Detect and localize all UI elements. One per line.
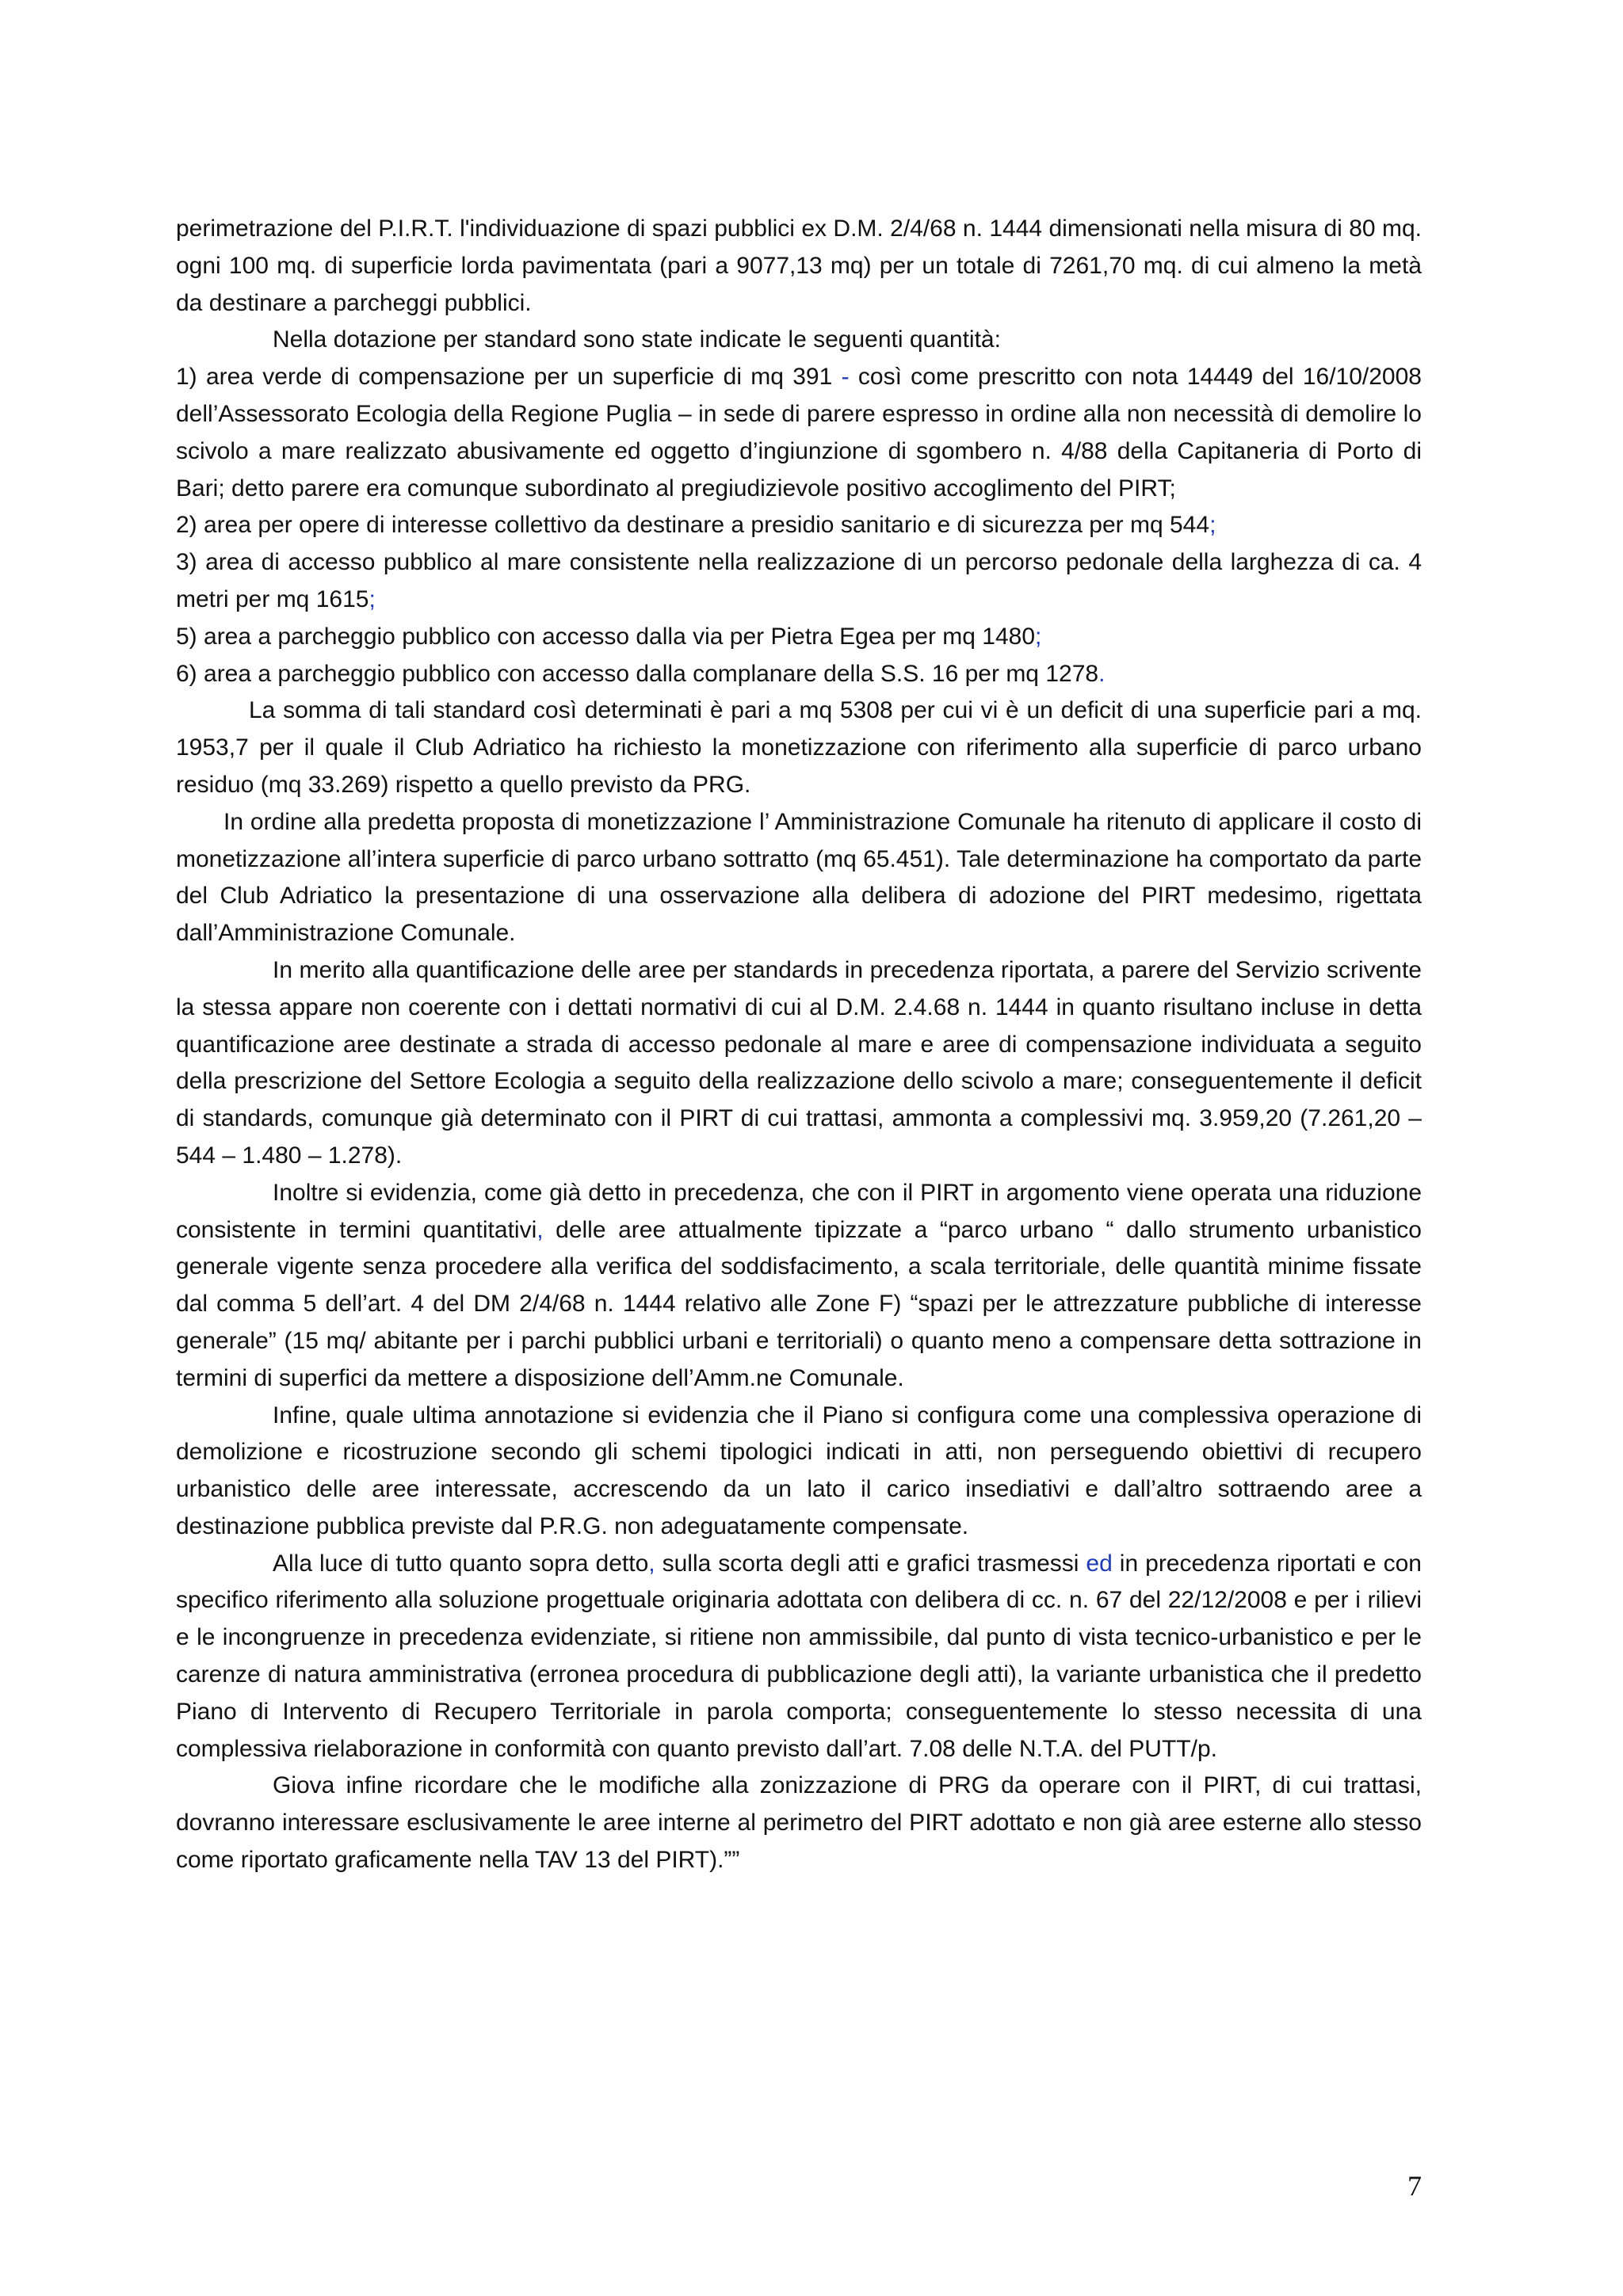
paragraph-text: Inoltre si evidenzia, come già detto in precedenza, che con il PIRT in argomento viene operata una riduzione consistente in termini quantitativi — [176, 1179, 1422, 1243]
paragraph-text: sulla scorta degli atti e grafici trasmessi — [655, 1550, 1086, 1577]
punctuation-mark: , — [648, 1550, 655, 1577]
paragraph-dotazione-standard: Nella dotazione per standard sono state indicate le seguenti quantità: — [273, 326, 1001, 353]
paragraph-text: in precedenza riportati e con specifico riferimento alla soluzione progettuale originaria adottata con delibera di cc. n. 67 del 22/12/2008 e per i rilievi e le incongruenze in precedenza evidenziate, si ritiene non ammissibile, dal punto di vista tecnico-urbanistico e per le carenze di natura amministrativa (erronea procedura di pubblicazione degli atti), la variante urbanistica che il predetto Piano di Intervento di Recupero Territoriale in parola comporta; conseguentemente lo stesso necessita di una complessiva rielaborazione in conformità con quanto previsto dall’art. 7.08 delle N.T.A. del PUTT/p. — [176, 1550, 1422, 1762]
punctuation-mark: ; — [1035, 623, 1042, 650]
paragraph-monetizzazione: In ordine alla predetta proposta di monetizzazione l’ Amministrazione Comunale ha ritenuto di applicare il costo di monetizzazione all’intera superficie di parco urbano sottratto (mq 65.451). Tale determinazione ha comportato da parte del Club Adriatico la presentazione di una osservazione alla delibera di adozione del PIRT medesimo, rigettata dall’Amministrazione Comunale. — [176, 808, 1422, 947]
highlighted-word: ed — [1086, 1550, 1113, 1577]
list-item-parcheggio-pietra-egea — [176, 619, 1422, 656]
dash-mark: - — [841, 364, 850, 391]
paragraph-somma-standard: La somma di tali standard così determinati è pari a mq 5308 per cui vi è un deficit di una superficie pari a mq. 1953,7 per il quale il Club Adriatico ha richiesto la monetizzazione con riferimento alla superficie di parco urbano residuo (mq 33.269) rispetto a quello previsto da PRG. — [176, 697, 1422, 798]
paragraph-quantificazione-aree: In merito alla quantificazione delle aree per standards in precedenza riportata, a parere del Servizio scrivente la stessa appare non coerente con i dettati normativi di cui al D.M. 2.4.68 n. 1444 in quanto risultano incluse in detta quantificazione aree destinate a strada di accesso pedonale al mare e aree di compensazione individuata a seguito della prescrizione del Settore Ecologia a seguito della realizzazione dello scivolo a mare; conseguentemente il deficit di standards, comunque già determinato con il PIRT di cui trattasi, ammonta a complessivi mq. 3.959,20 (7.261,20 – 544 – 1.480 – 1.278). — [176, 956, 1422, 1169]
list-item-area-verde — [176, 359, 1422, 507]
paragraph-zonizzazione: Giova infine ricordare che le modifiche alla zonizzazione di PRG da operare con il PIRT, di cui trattasi, dovranno interessare esclusivamente le aree interne al perimetro del PIRT adottato e non già aree esterne allo stesso come riportato graficamente nella TAV 13 del PIRT).”” — [176, 1772, 1422, 1874]
punctuation-mark: . — [1098, 660, 1106, 687]
list-item-opere-collettive — [176, 507, 1422, 544]
paragraph-conclusione — [176, 1546, 1422, 1768]
punctuation-mark: ; — [1209, 512, 1216, 539]
paragraph-text: Alla luce di tutto quanto sopra detto — [273, 1550, 649, 1577]
paragraph-riduzione-parco — [176, 1175, 1422, 1398]
paragraph-text: delle aree attualmente tipizzate a “parco urbano “ dallo strumento urbanistico generale vigente senza procedere alla verifica del soddisfacimento, a scala territoriale, delle quantità minime fissate dal comma 5 dell’art. 4 del DM 2/4/68 n. 1444 relativo alle Zone F) “spazi per le attrezzature pubbliche di interesse generale” (15 mq/ abitante per i parchi pubblici urbani e territoriali) o quanto meno a compensare detta sottrazione in termini di superfici da mettere a disposizione dell’Amm.ne Comunale. — [176, 1216, 1422, 1391]
document-body — [176, 211, 1422, 1879]
list-item-accesso-mare — [176, 544, 1422, 619]
list-item-text: 1) area verde di compensazione per un superficie di mq 391 — [176, 364, 842, 391]
paragraph-perimetrazione: perimetrazione del P.I.R.T. l'individuazione di spazi pubblici ex D.M. 2/4/68 n. 1444 dimensionati nella misura di 80 mq. ogni 100 mq. di superficie lorda pavimentata (pari a 9077,13 mq) per un totale di 7261,70 mq. di cui almeno la metà da destinare a parcheggi pubblici. — [176, 215, 1422, 316]
punctuation-mark: ; — [369, 585, 376, 612]
list-item-text: 2) area per opere di interesse collettivo da destinare a presidio sanitario e di sicurezza per mq 544 — [176, 512, 1210, 539]
list-item-text: così come prescritto con nota 14449 del 16/10/2008 dell’Assessorato Ecologia della Regione Puglia – in sede di parere espresso in ordine alla non necessità di demolire lo scivolo a mare realizzato abusivamente ed oggetto d’ingiunzione di sgombero n. 4/88 della Capitaneria di Porto di Bari; detto parere era comunque subordinato al pregiudizievole positivo accoglimento del PIRT; — [176, 364, 1422, 502]
list-item-text: 3) area di accesso pubblico al mare consistente nella realizzazione di un percorso pedonale della larghezza di ca. 4 metri per mq 1615 — [176, 549, 1422, 612]
paragraph-annotazione-finale: Infine, quale ultima annotazione si evidenzia che il Piano si configura come una complessiva operazione di demolizione e ricostruzione secondo gli schemi tipologici indicati in atti, non perseguendo obiettivi di recupero urbanistico delle aree interessate, accrescendo da un lato il carico insediativi e dall’altro sottraendo aree a destinazione pubblica previste dal P.R.G. non adeguatamente compensate. — [176, 1402, 1422, 1539]
punctuation-mark: , — [537, 1216, 544, 1243]
list-item-text: 6) area a parcheggio pubblico con accesso dalla complanare della S.S. 16 per mq 1278 — [176, 660, 1099, 687]
list-item-parcheggio-complanare — [176, 656, 1422, 693]
page-number: 7 — [1407, 2170, 1422, 2202]
list-item-text: 5) area a parcheggio pubblico con accesso dalla via per Pietra Egea per mq 1480 — [176, 623, 1036, 650]
